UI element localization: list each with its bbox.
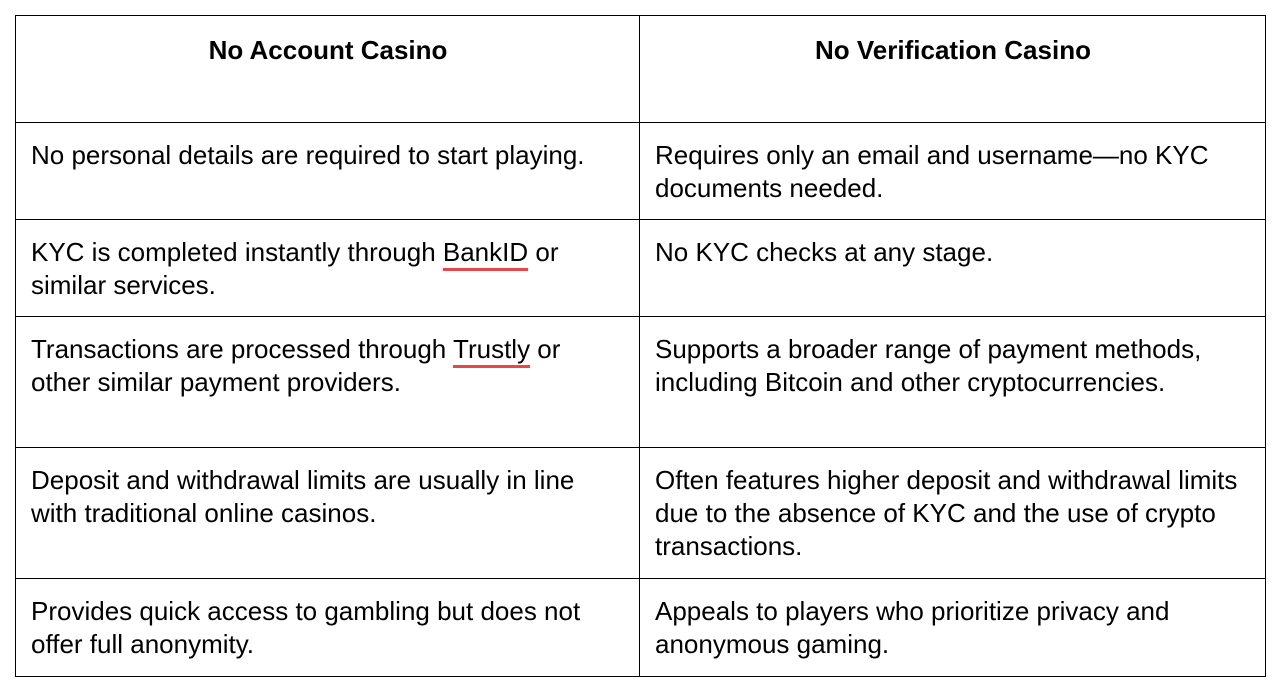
cell-no-verification[interactable]: Requires only an email and username—no KYC documents needed. <box>640 123 1266 220</box>
cell-text: or similar services. <box>31 237 559 300</box>
cell-no-verification[interactable]: Often features higher deposit and withdrawal limits due to the absence of KYC and the use of crypto transactions. <box>640 448 1266 579</box>
cell-text: Transactions are processed through <box>31 334 454 364</box>
cell-no-account[interactable]: Deposit and withdrawal limits are usually in line with traditional online casinos. <box>16 448 640 579</box>
header-no-verification-casino: No Verification Casino <box>640 16 1266 123</box>
cell-no-verification[interactable]: No KYC checks at any stage. <box>640 220 1266 317</box>
comparison-table <box>15 15 1266 677</box>
header-no-account-casino: No Account Casino <box>16 16 640 123</box>
cell-text: KYC is completed instantly through <box>31 237 443 267</box>
table-header-row <box>16 16 1266 123</box>
cell-no-account[interactable]: Provides quick access to gambling but does not offer full anonymity. <box>16 579 640 677</box>
table-row <box>16 579 1266 677</box>
table-row <box>16 123 1266 220</box>
spellcheck-flagged-word[interactable]: BankID <box>442 237 529 267</box>
cell-text: or other similar payment providers. <box>31 334 561 397</box>
table-row <box>16 317 1266 448</box>
table-row <box>16 448 1266 579</box>
cell-no-account[interactable] <box>16 220 640 317</box>
cell-no-account[interactable]: No personal details are required to start playing. <box>16 123 640 220</box>
spellcheck-flagged-word[interactable]: Trustly <box>453 334 531 364</box>
cell-no-verification[interactable]: Appeals to players who prioritize privacy and anonymous gaming. <box>640 579 1266 677</box>
table-row <box>16 220 1266 317</box>
cell-no-verification[interactable]: Supports a broader range of payment methods, including Bitcoin and other cryptocurrencies. <box>640 317 1266 448</box>
cell-no-account[interactable] <box>16 317 640 448</box>
